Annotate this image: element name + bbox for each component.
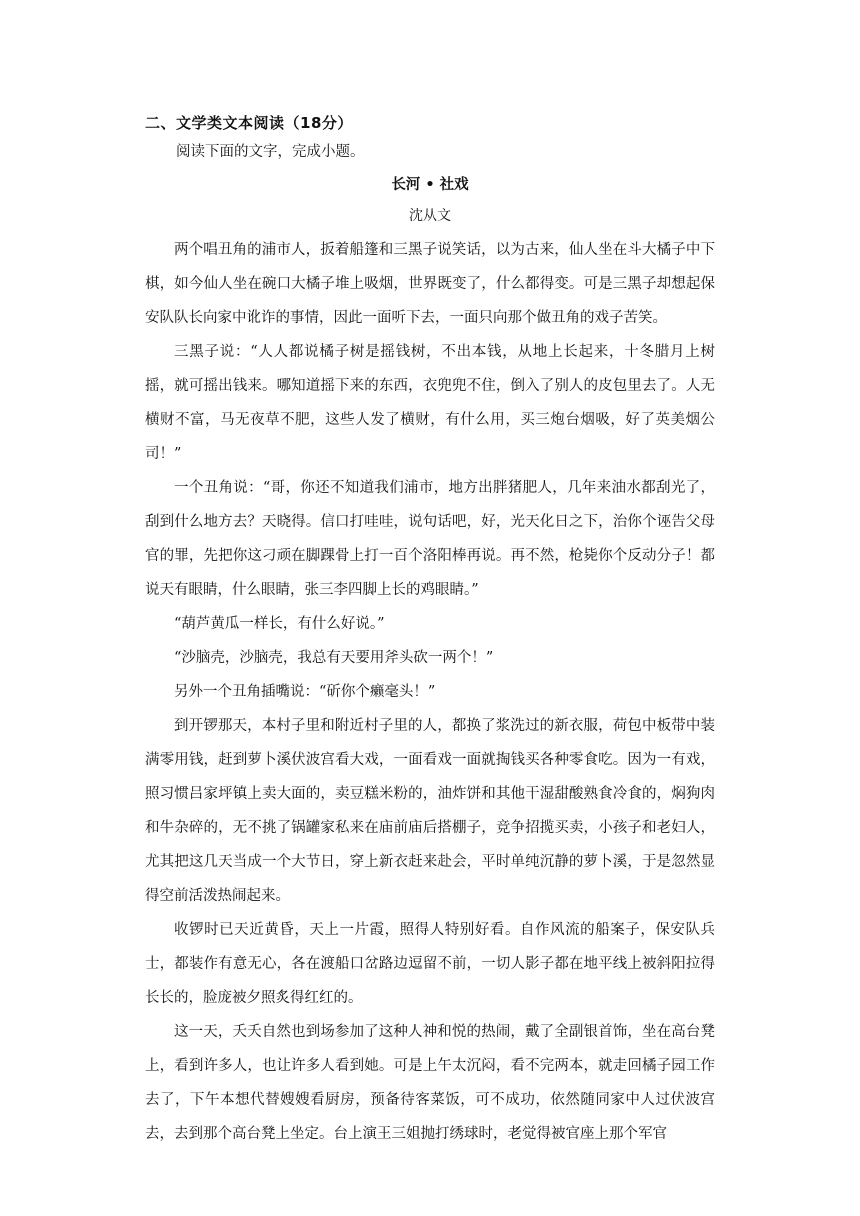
paragraph: “沙脑壳，沙脑壳，我总有天要用斧头砍一两个！”	[174, 650, 494, 666]
reading-instruction: 阅读下面的文字，完成小题。	[176, 144, 365, 160]
paragraph: 到开锣那天，本村子里和附近村子里的人，都换了浆洗过的新衣服，荷包中板带中装满零用钱，赶到萝卜溪伏波宫看大戏，一面看戏一面就掏钱买各种零食吃。因为一有戏，照习惯吕家坪镇上卖大面的，卖豆糕米粉的，油炸饼和其他干湿甜酸熟食冷食的，焖狗肉和牛杂碎的，无不挑了锅罐家私来在庙前庙后搭棚子，竞争招揽买卖，小孩子和老妇人，尤其把这几天当成一个大节日，穿上新衣赶来赴会，平时单纯沉静的萝卜溪，于是忽然显得空前活泼热闹起来。	[145, 718, 715, 904]
article-body	[145, 233, 715, 1151]
article-author: 沈从文	[409, 208, 451, 224]
paragraph: 另外一个丑角插嘴说：“斫你个癞毫头！”	[174, 684, 436, 700]
article-title: 长河 • 社戏	[391, 177, 469, 193]
section-heading: 二、文学类文本阅读（18分）	[145, 114, 353, 132]
paragraph: 收锣时已天近黄昏，天上一片霞，照得人特别好看。自作风流的船案子，保安队兵士，都装作有意无心，各在渡船口岔路边逗留不前，一切人影子都在地平线上被斜阳拉得长长的，脸庞被夕照炙得红红的。	[145, 922, 715, 1006]
paragraph: 一个丑角说：“哥，你还不知道我们浦市，地方出胖猪肥人，几年来油水都刮光了，刮到什么地方去？天晓得。信口打哇哇，说句话吧，好，光天化日之下，治你个诬告父母官的罪，先把你这刁顽在脚踝骨上打一百个洛阳棒再说。再不然，枪毙你个反动分子！都说天有眼睛，什么眼睛，张三李四脚上长的鸡眼睛。”	[145, 480, 715, 598]
paragraph: 两个唱丑角的浦市人，扳着船篷和三黑子说笑话，以为古来，仙人坐在斗大橘子中下棋，如今仙人坐在碗口大橘子堆上吸烟，世界既变了，什么都得变。可是三黑子却想起保安队队长向家中讹诈的事情，因此一面听下去，一面只向那个做丑角的戏子苦笑。	[145, 242, 715, 326]
paragraph: 这一天，夭夭自然也到场参加了这种人神和悦的热闹，戴了全副银首饰，坐在高台凳上，看到许多人，也让许多人看到她。可是上午太沉闷，看不完两本，就走回橘子园工作去了，下午本想代替嫂嫂看厨房，预备待客菜饭，可不成功，依然随同家中人过伏波宫去，去到那个高台凳上坐定。台上演王三姐抛打绣球时，老觉得被官座上那个军官	[145, 1024, 715, 1142]
paragraph: “葫芦黄瓜一样长，有什么好说。”	[174, 616, 385, 632]
paragraph: 三黑子说：“人人都说橘子树是摇钱树，不出本钱，从地上长起来，十冬腊月上树摇，就可摇出钱来。哪知道摇下来的东西，衣兜兜不住，倒入了别人的皮包里去了。人无横财不富，马无夜草不肥，这些人发了横财，有什么用，买三炮台烟吸，好了英美烟公司！”	[145, 344, 715, 462]
